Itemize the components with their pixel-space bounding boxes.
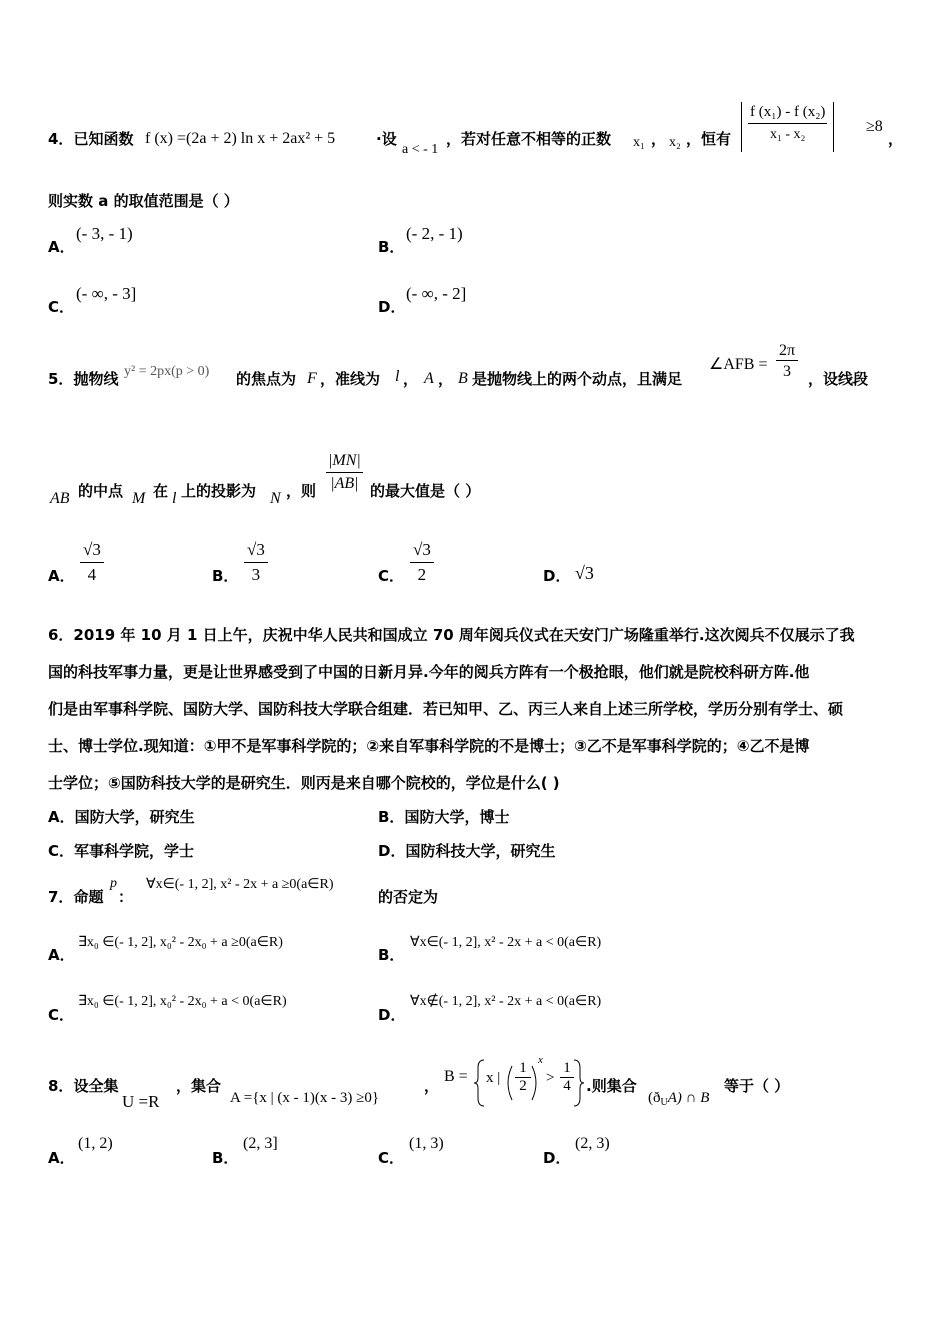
q8-right-paren bbox=[532, 1066, 536, 1100]
q5-option-b-label[interactable]: B． bbox=[212, 567, 239, 585]
q5-text-3: ，准线为 bbox=[320, 370, 381, 388]
q8-option-a-label[interactable]: A． bbox=[48, 1149, 75, 1167]
q8-set-B-label: B = bbox=[444, 1068, 468, 1085]
q8-option-c-value[interactable]: (1, 3) bbox=[409, 1135, 444, 1152]
q5-option-a-num: √3 bbox=[80, 540, 104, 563]
q8-option-d-label[interactable]: D． bbox=[543, 1149, 571, 1167]
q8-option-b-value[interactable]: (2, 3] bbox=[243, 1135, 278, 1152]
q4-x1: x₁ bbox=[633, 135, 645, 150]
q8-exponent: x bbox=[538, 1054, 543, 1066]
q8-text-5: 等于（ ） bbox=[724, 1077, 790, 1095]
q4-frac-den: x₁ - x₂ bbox=[770, 127, 806, 142]
q4-frac-num: f (x₁) - f (x₂) bbox=[748, 102, 827, 124]
q7-proposition-p: p bbox=[110, 876, 117, 891]
q5-option-c-den: 2 bbox=[417, 565, 427, 584]
q5-line-l: l bbox=[172, 490, 177, 507]
q4-text-1: 已知函数 bbox=[73, 130, 134, 148]
q6-stem-line-4: 士、博士学位.现知道：①甲不是军事科学院的；②来自军事科学院的不是博士；③乙不是军事科学院的；④乙不是博 bbox=[48, 737, 810, 755]
q4-inequality: ≥8 bbox=[866, 118, 883, 135]
q6-stem-line-2: 国的科技军事力量，更是让世界感受到了中国的日新月异.今年的阅兵方阵有一个极抢眼，他们就是院校科研方阵.他 bbox=[48, 663, 810, 681]
q4-option-c-label[interactable]: C． bbox=[48, 298, 75, 316]
q4-option-a-value[interactable]: (- 3, - 1) bbox=[76, 224, 133, 243]
q5-point-A: A bbox=[424, 370, 434, 387]
q6-option-d-value: 国防科技大学，研究生 bbox=[405, 842, 556, 860]
q8-expression bbox=[648, 1090, 709, 1108]
q5-option-c-num: √3 bbox=[410, 540, 434, 563]
q4-function: f (x) =(2a + 2) ln x + 2ax² + 5 bbox=[145, 130, 336, 147]
q5-focus-F: F bbox=[307, 370, 317, 387]
q8-text-4: .则集合 bbox=[586, 1077, 637, 1095]
q7-option-b-value[interactable]: ∀x∈(- 1, 2], x² - 2x + a < 0(a∈R) bbox=[410, 935, 602, 950]
q6-option-d[interactable] bbox=[378, 840, 555, 861]
q4-text-4: ，恒有 bbox=[686, 130, 732, 148]
q5-text-10: 上的投影为 bbox=[181, 482, 257, 500]
q5-text-11: ，则 bbox=[286, 482, 317, 500]
q6-option-c-label: C． bbox=[48, 842, 75, 860]
q5-text-2: 的焦点为 bbox=[236, 370, 297, 388]
q5-text-5: ， bbox=[438, 370, 454, 388]
q5-ratio-num: |MN| bbox=[328, 452, 361, 469]
q5-option-a-den: 4 bbox=[87, 565, 97, 584]
q4-sep: ， bbox=[651, 130, 667, 148]
q5-text-6: 是抛物线上的两个动点，且满足 bbox=[472, 370, 683, 388]
q6-option-b[interactable] bbox=[378, 806, 509, 827]
q7-option-d-label[interactable]: D． bbox=[378, 1006, 406, 1024]
q8-option-d-value[interactable]: (2, 3) bbox=[575, 1135, 610, 1152]
q6-stem-line-1: 6．2019 年 10 月 1 日上午，庆祝中华人民共和国成立 70 周年阅兵仪式在天安门广场隆重举行.这次阅兵不仅展示了我 bbox=[48, 626, 855, 644]
q5-angle-num: 2π bbox=[776, 342, 798, 361]
q8-text-2: ，集合 bbox=[176, 1077, 222, 1095]
q5-option-a-fraction[interactable] bbox=[80, 540, 104, 585]
q7-option-d-value[interactable]: ∀x∉(- 1, 2], x² - 2x + a < 0(a∈R) bbox=[410, 994, 602, 1009]
q5-parabola: y² = 2px(p > 0) bbox=[124, 364, 210, 379]
q7-option-c-value[interactable]: ∃x₀ ∈(- 1, 2], x₀² - 2x₀ + a < 0(a∈R) bbox=[78, 994, 287, 1009]
q8-right-brace bbox=[574, 1060, 584, 1106]
q4-stem-line-2: 则实数 a 的取值范围是（ ） bbox=[48, 192, 239, 210]
q5-directrix-l: l bbox=[395, 368, 400, 385]
q4-option-c-value[interactable]: (- ∞, - 3] bbox=[76, 284, 137, 303]
q8-left-paren bbox=[508, 1066, 512, 1100]
q7-option-b-label[interactable]: B． bbox=[378, 946, 405, 964]
q6-option-b-value: 国防大学，博士 bbox=[404, 808, 510, 826]
q7-text-2: 的否定为 bbox=[378, 888, 439, 906]
q7-colon: ： bbox=[118, 888, 134, 906]
q6-stem-line-5: 士学位；⑤国防科技大学的是研究生．则丙是来自哪个院校的，学位是什么( ) bbox=[48, 774, 560, 792]
q4-text-5: ， bbox=[888, 130, 904, 148]
q5-option-d-label[interactable]: D． bbox=[543, 567, 571, 585]
q6-option-d-label: D． bbox=[378, 842, 406, 860]
q6-option-c-value: 军事科学院，学士 bbox=[74, 842, 195, 860]
q4-condition: a < - 1 bbox=[402, 142, 439, 157]
q4-option-d-label[interactable]: D． bbox=[378, 298, 406, 316]
q7-text-1: 命题 bbox=[73, 888, 104, 906]
q4-abs-fraction bbox=[741, 102, 834, 152]
q8-expr-sub: U bbox=[660, 1097, 668, 1108]
q5-option-b-fraction[interactable] bbox=[244, 540, 268, 585]
q5-text-4: ， bbox=[403, 370, 419, 388]
q8-number: 8． bbox=[48, 1077, 74, 1095]
q5-option-d-value[interactable]: √3 bbox=[575, 563, 594, 583]
q4-option-a-label[interactable]: A． bbox=[48, 238, 75, 256]
q5-option-c-label[interactable]: C． bbox=[378, 567, 405, 585]
q8-set-B-var: x | bbox=[486, 1070, 501, 1086]
q8-stem bbox=[48, 1075, 118, 1096]
q7-statement: ∀x∈(- 1, 2], x² - 2x + a ≥0(a∈R) bbox=[146, 877, 334, 892]
q8-expr-complement: (ð bbox=[648, 1090, 661, 1106]
q6-option-b-label: B． bbox=[378, 808, 405, 826]
q8-set-A: A ={x | (x - 1)(x - 3) ≥0} bbox=[230, 1090, 380, 1106]
q5-number: 5． bbox=[48, 370, 74, 388]
q6-stem-line-3: 们是由军事科学院、国防大学、国防科技大学联合组建．若已知甲、乙、丙三人来自上述三所学校，学历分别有学士、硕 bbox=[48, 700, 844, 718]
q4-option-b-value[interactable]: (- 2, - 1) bbox=[406, 224, 463, 243]
q6-option-c[interactable] bbox=[48, 840, 194, 861]
q6-option-a[interactable] bbox=[48, 806, 195, 827]
q5-option-b-num: √3 bbox=[244, 540, 268, 563]
q4-text-3: ，若对任意不相等的正数 bbox=[446, 130, 612, 148]
q5-text-1: 抛物线 bbox=[73, 370, 119, 388]
q6-option-a-label: A． bbox=[48, 808, 75, 826]
q4-option-d-value[interactable]: (- ∞, - 2] bbox=[406, 284, 467, 303]
q5-option-c-fraction[interactable] bbox=[410, 540, 434, 585]
q4-text-2: ·设 bbox=[376, 130, 397, 148]
q7-option-c-label[interactable]: C． bbox=[48, 1006, 75, 1024]
q8-base-fraction bbox=[515, 1060, 531, 1095]
q8-greater: > bbox=[546, 1070, 555, 1086]
q8-rhs-fraction bbox=[560, 1060, 574, 1095]
q5-text-12: 的最大值是（ ） bbox=[370, 482, 481, 500]
q8-text-1: 设全集 bbox=[73, 1077, 119, 1095]
q5-text-9: 在 bbox=[153, 482, 169, 500]
q8-expr-rest: A) ∩ B bbox=[667, 1090, 710, 1106]
q7-stem bbox=[48, 886, 103, 907]
q5-ratio-fraction bbox=[326, 452, 363, 493]
q8-base-num: 1 bbox=[515, 1060, 531, 1078]
q5-angle-den: 3 bbox=[783, 363, 792, 380]
q5-option-a-label[interactable]: A． bbox=[48, 567, 75, 585]
q5-text-8: 的中点 bbox=[78, 482, 124, 500]
q5-projection-N: N bbox=[270, 490, 281, 507]
q8-text-3: ， bbox=[424, 1077, 440, 1095]
q4-x2: x₂ bbox=[669, 135, 681, 150]
q5-option-b-den: 3 bbox=[251, 565, 261, 584]
q8-option-b-label[interactable]: B． bbox=[212, 1149, 239, 1167]
q8-option-c-label[interactable]: C． bbox=[378, 1149, 405, 1167]
q4-number: 4． bbox=[48, 130, 74, 148]
q7-number: 7． bbox=[48, 888, 74, 906]
q5-angle-label: ∠AFB = bbox=[709, 356, 768, 373]
q5-midpoint-M: M bbox=[132, 490, 146, 507]
q4-option-b-label[interactable]: B． bbox=[378, 238, 405, 256]
q5-segment-AB: AB bbox=[50, 490, 70, 507]
q5-angle-fraction bbox=[776, 342, 798, 381]
q5-text-7: ，设线段 bbox=[808, 370, 869, 388]
q8-base-den: 2 bbox=[519, 1078, 527, 1094]
q7-option-a-value[interactable]: ∃x₀ ∈(- 1, 2], x₀² - 2x₀ + a ≥0(a∈R) bbox=[78, 935, 283, 950]
q5-ratio-den: |AB| bbox=[330, 475, 359, 492]
q8-universal-set: U =R bbox=[122, 1092, 160, 1111]
q5-point-B: B bbox=[458, 370, 468, 387]
q8-rhs-den: 4 bbox=[563, 1078, 571, 1094]
q5-stem bbox=[48, 368, 118, 389]
q4-stem bbox=[48, 128, 133, 149]
q8-set-B-braces bbox=[474, 1056, 584, 1110]
q8-option-a-value[interactable]: (1, 2) bbox=[78, 1135, 113, 1152]
q8-left-brace bbox=[474, 1060, 484, 1106]
q7-option-a-label[interactable]: A． bbox=[48, 946, 75, 964]
q8-rhs-num: 1 bbox=[560, 1060, 574, 1078]
q6-option-a-value: 国防大学，研究生 bbox=[74, 808, 195, 826]
